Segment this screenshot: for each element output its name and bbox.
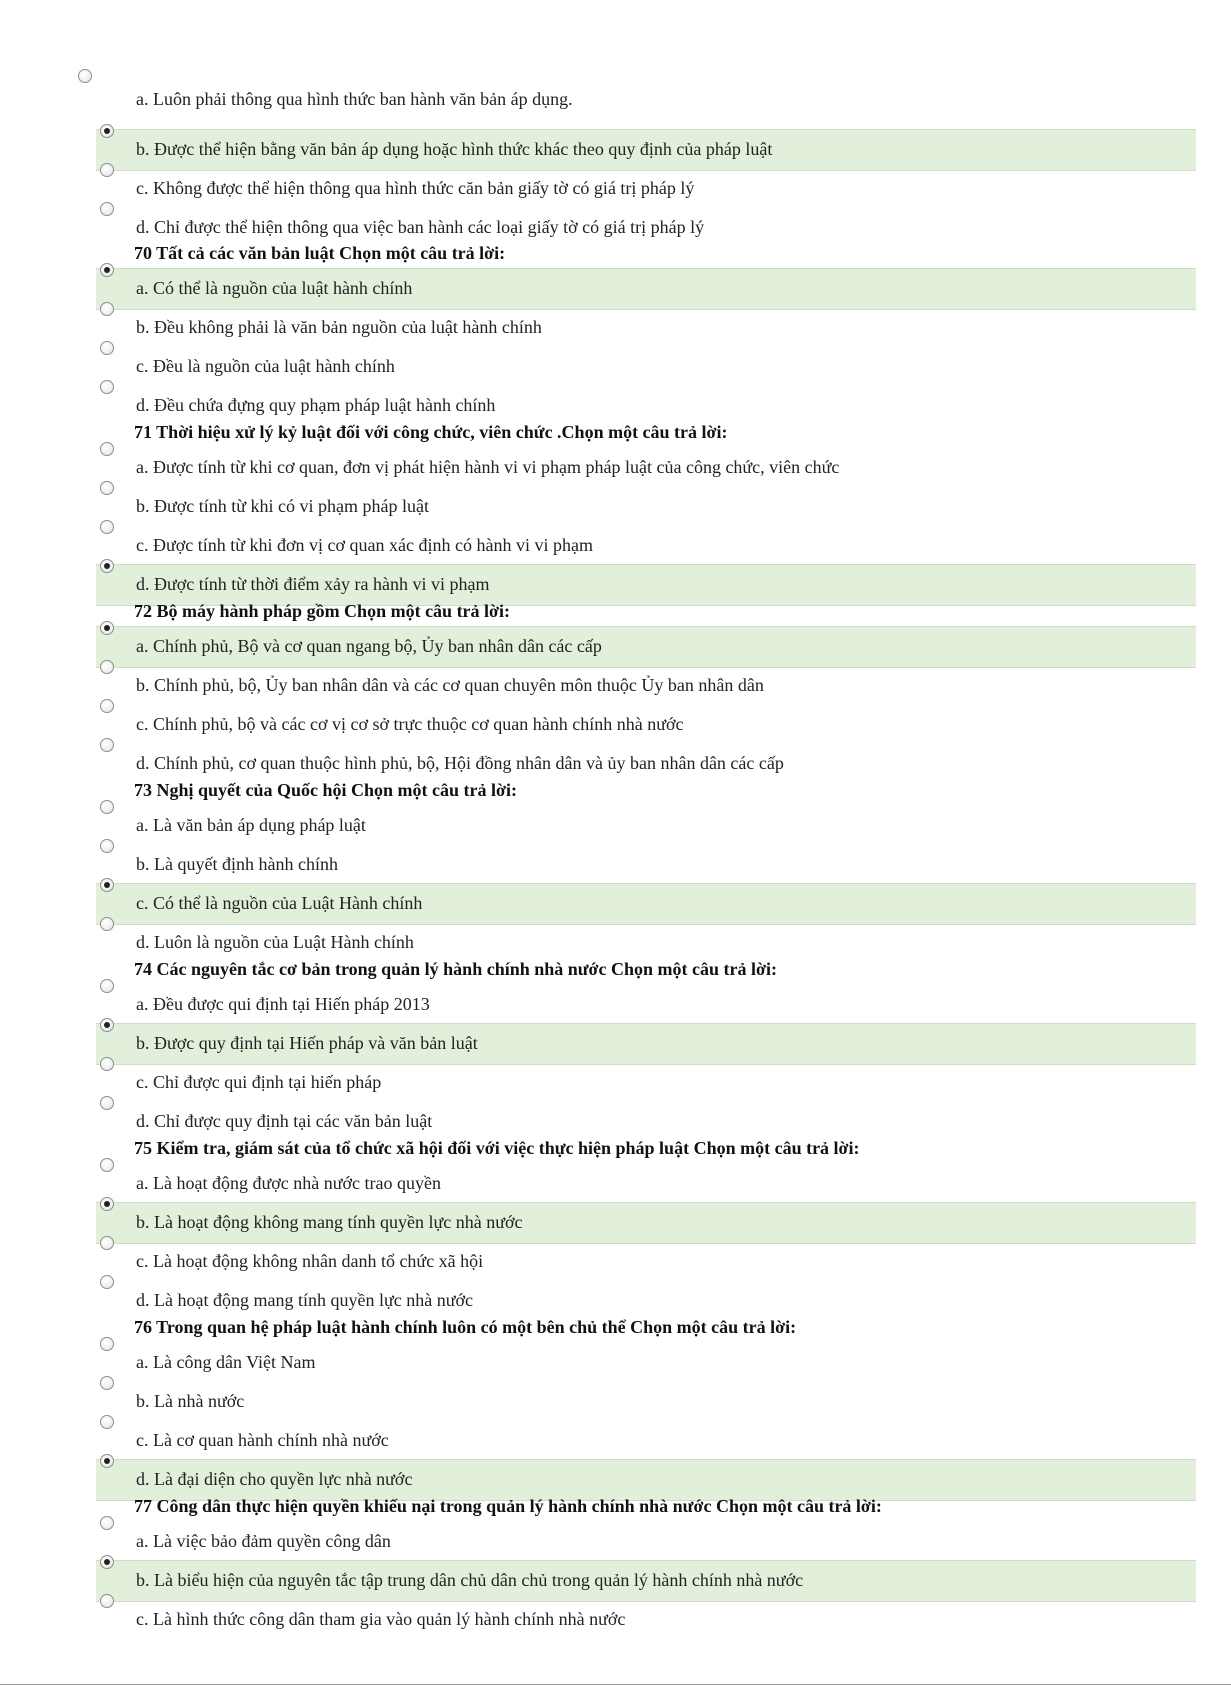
answer-option-text[interactable]: a. Được tính từ khi cơ quan, đơn vị phát hiện hành vi vi phạm pháp luật của công chức, viên chức bbox=[136, 457, 840, 477]
answer-radio-button[interactable] bbox=[100, 263, 114, 277]
answer-radio-button[interactable] bbox=[100, 979, 114, 993]
answer-radio-button[interactable] bbox=[100, 917, 114, 931]
answer-option-row[interactable] bbox=[0, 1420, 1231, 1459]
answer-radio-button[interactable] bbox=[100, 839, 114, 853]
page-divider bbox=[0, 1684, 1231, 1685]
answer-option-row[interactable] bbox=[0, 844, 1231, 883]
answer-radio-button[interactable] bbox=[100, 520, 114, 534]
answer-option-row[interactable] bbox=[0, 129, 1231, 168]
answer-radio-button[interactable] bbox=[100, 699, 114, 713]
answer-radio-button[interactable] bbox=[100, 878, 114, 892]
answer-option-row[interactable] bbox=[0, 626, 1231, 665]
answer-option-row[interactable] bbox=[0, 307, 1231, 346]
answer-option-text[interactable]: d. Là đại diện cho quyền lực nhà nước bbox=[136, 1469, 413, 1489]
answer-radio-button[interactable] bbox=[100, 1594, 114, 1608]
radio-selected-dot bbox=[104, 267, 110, 273]
answer-option-text[interactable]: d. Luôn là nguồn của Luật Hành chính bbox=[136, 932, 414, 952]
answer-option-text[interactable]: c. Có thể là nguồn của Luật Hành chính bbox=[136, 893, 423, 913]
question-heading: 75 Kiểm tra, giám sát của tổ chức xã hội đối với việc thực hiện pháp luật Chọn một câu trả lời: bbox=[134, 1138, 860, 1158]
answer-option-row[interactable] bbox=[0, 743, 1231, 782]
question-heading: 70 Tất cả các văn bản luật Chọn một câu trả lời: bbox=[134, 243, 506, 263]
answer-option-text[interactable]: a. Chính phủ, Bộ và cơ quan ngang bộ, Ủy ban nhân dân các cấp bbox=[136, 636, 602, 656]
answer-option-row[interactable] bbox=[0, 268, 1231, 307]
answer-option-text[interactable]: b. Là nhà nước bbox=[136, 1391, 245, 1411]
question-heading: 76 Trong quan hệ pháp luật hành chính luôn có một bên chủ thể Chọn một câu trả lời: bbox=[134, 1317, 797, 1337]
answer-option-text[interactable]: d. Chỉ được quy định tại các văn bản luật bbox=[136, 1111, 433, 1131]
answer-option-text[interactable]: d. Được tính từ thời điểm xảy ra hành vi vi phạm bbox=[136, 574, 490, 594]
answer-option-row[interactable] bbox=[0, 883, 1231, 922]
answer-option-text[interactable]: a. Có thể là nguồn của luật hành chính bbox=[136, 278, 413, 298]
answer-option-row[interactable] bbox=[0, 346, 1231, 385]
answer-option-row[interactable] bbox=[0, 385, 1231, 424]
answer-option-text[interactable]: c. Chính phủ, bộ và các cơ vị cơ sở trực thuộc cơ quan hành chính nhà nước bbox=[136, 714, 684, 734]
answer-option-row[interactable] bbox=[0, 984, 1231, 1023]
answer-radio-button[interactable] bbox=[100, 202, 114, 216]
radio-selected-dot bbox=[104, 882, 110, 888]
answer-radio-button[interactable] bbox=[100, 124, 114, 138]
answer-option-row[interactable] bbox=[0, 1381, 1231, 1420]
answer-radio-button[interactable] bbox=[100, 1096, 114, 1110]
answer-option-text[interactable]: c. Là hoạt động không nhân danh tổ chức xã hội bbox=[136, 1251, 484, 1271]
answer-option-text[interactable]: a. Là hoạt động được nhà nước trao quyền bbox=[136, 1173, 441, 1193]
answer-option-row[interactable] bbox=[0, 1459, 1231, 1498]
question-heading: 77 Công dân thực hiện quyền khiếu nại trong quản lý hành chính nhà nước Chọn một câu trả lời: bbox=[134, 1496, 882, 1516]
answer-radio-button[interactable] bbox=[100, 559, 114, 573]
answer-option-row[interactable] bbox=[0, 1241, 1231, 1280]
radio-selected-dot bbox=[104, 563, 110, 569]
answer-option-row[interactable] bbox=[0, 1342, 1231, 1381]
answer-radio-button[interactable] bbox=[78, 69, 92, 83]
answer-option-row[interactable] bbox=[0, 665, 1231, 704]
answer-option-row[interactable] bbox=[0, 922, 1231, 961]
answer-radio-button[interactable] bbox=[100, 442, 114, 456]
answer-option-row[interactable] bbox=[0, 1202, 1231, 1241]
answer-radio-button[interactable] bbox=[100, 1057, 114, 1071]
answer-radio-button[interactable] bbox=[100, 1376, 114, 1390]
answer-option-row[interactable] bbox=[0, 805, 1231, 844]
answer-option-row[interactable] bbox=[0, 1599, 1231, 1638]
radio-selected-dot bbox=[104, 1201, 110, 1207]
question-heading: 74 Các nguyên tắc cơ bản trong quản lý hành chính nhà nước Chọn một câu trả lời: bbox=[134, 959, 777, 979]
answer-radio-button[interactable] bbox=[100, 302, 114, 316]
answer-option-text[interactable]: b. Được tính từ khi có vi phạm pháp luật bbox=[136, 496, 429, 516]
answer-option-text[interactable]: a. Đều được qui định tại Hiến pháp 2013 bbox=[136, 994, 430, 1014]
answer-option-text[interactable]: c. Là cơ quan hành chính nhà nước bbox=[136, 1430, 389, 1450]
answer-option-text[interactable]: a. Luôn phải thông qua hình thức ban hành văn bản áp dụng. bbox=[136, 89, 573, 109]
answer-option-text[interactable]: b. Đều không phải là văn bản nguồn của luật hành chính bbox=[136, 317, 542, 337]
answer-option-text[interactable]: c. Được tính từ khi đơn vị cơ quan xác định có hành vi vi phạm bbox=[136, 535, 593, 555]
answer-radio-button[interactable] bbox=[100, 163, 114, 177]
answer-option-row[interactable] bbox=[0, 525, 1231, 564]
answer-option-row[interactable] bbox=[0, 1062, 1231, 1101]
radio-selected-dot bbox=[104, 128, 110, 134]
answer-radio-button[interactable] bbox=[100, 1415, 114, 1429]
answer-option-text[interactable]: a. Là văn bản áp dụng pháp luật bbox=[136, 815, 366, 835]
answer-radio-button[interactable] bbox=[100, 660, 114, 674]
answer-option-text[interactable]: b. Là biểu hiện của nguyên tắc tập trung dân chủ dân chủ trong quản lý hành chính nhà nước bbox=[136, 1570, 804, 1590]
question-heading: 71 Thời hiệu xử lý kỷ luật đối với công chức, viên chức .Chọn một câu trả lời: bbox=[134, 422, 728, 442]
radio-selected-dot bbox=[104, 625, 110, 631]
radio-selected-dot bbox=[104, 1022, 110, 1028]
radio-selected-dot bbox=[104, 1458, 110, 1464]
answer-radio-button[interactable] bbox=[100, 481, 114, 495]
answer-radio-button[interactable] bbox=[100, 1018, 114, 1032]
answer-radio-button[interactable] bbox=[100, 1236, 114, 1250]
answer-option-text[interactable]: a. Là công dân Việt Nam bbox=[136, 1352, 316, 1372]
answer-option-text[interactable]: b. Được quy định tại Hiến pháp và văn bản luật bbox=[136, 1033, 478, 1053]
answer-option-row[interactable] bbox=[0, 1163, 1231, 1202]
answer-radio-button[interactable] bbox=[100, 800, 114, 814]
answer-option-row[interactable] bbox=[0, 207, 1231, 246]
answer-radio-button[interactable] bbox=[100, 380, 114, 394]
answer-radio-button[interactable] bbox=[100, 341, 114, 355]
answer-option-text[interactable]: d. Là hoạt động mang tính quyền lực nhà nước bbox=[136, 1290, 473, 1310]
radio-selected-dot bbox=[104, 1559, 110, 1565]
answer-option-text[interactable]: b. Là hoạt động không mang tính quyền lực nhà nước bbox=[136, 1212, 523, 1232]
answer-option-row[interactable] bbox=[0, 447, 1231, 486]
answer-radio-button[interactable] bbox=[100, 1158, 114, 1172]
answer-radio-button[interactable] bbox=[100, 1275, 114, 1289]
answer-radio-button[interactable] bbox=[100, 738, 114, 752]
answer-option-row[interactable] bbox=[0, 486, 1231, 525]
answer-radio-button[interactable] bbox=[100, 1337, 114, 1351]
question-heading: 73 Nghị quyết của Quốc hội Chọn một câu trả lời: bbox=[134, 780, 517, 800]
answer-option-row[interactable] bbox=[0, 704, 1231, 743]
answer-option-text[interactable]: b. Là quyết định hành chính bbox=[136, 854, 338, 874]
answer-option-text[interactable]: d. Chính phủ, cơ quan thuộc hình phủ, bộ, Hội đồng nhân dân và ủy ban nhân dân các cấp bbox=[136, 753, 784, 773]
answer-option-text[interactable]: c. Đều là nguồn của luật hành chính bbox=[136, 356, 395, 376]
answer-option-text[interactable]: c. Là hình thức công dân tham gia vào quản lý hành chính nhà nước bbox=[136, 1609, 626, 1629]
answer-radio-button[interactable] bbox=[100, 1555, 114, 1569]
answer-option-row[interactable] bbox=[0, 1560, 1231, 1599]
answer-option-row[interactable] bbox=[0, 79, 1231, 118]
answer-radio-button[interactable] bbox=[100, 621, 114, 635]
answer-radio-button[interactable] bbox=[100, 1516, 114, 1530]
answer-option-row[interactable] bbox=[0, 1101, 1231, 1140]
answer-option-row[interactable] bbox=[0, 1023, 1231, 1062]
question-heading: 72 Bộ máy hành pháp gồm Chọn một câu trả lời: bbox=[134, 601, 511, 621]
answer-option-text[interactable]: b. Chính phủ, bộ, Ủy ban nhân dân và các cơ quan chuyên môn thuộc Ủy ban nhân dân bbox=[136, 675, 764, 695]
answer-radio-button[interactable] bbox=[100, 1454, 114, 1468]
answer-option-row[interactable] bbox=[0, 168, 1231, 207]
answer-option-text[interactable]: d. Đều chứa đựng quy phạm pháp luật hành chính bbox=[136, 395, 496, 415]
answer-option-text[interactable]: a. Là việc bảo đảm quyền công dân bbox=[136, 1531, 391, 1551]
answer-option-text[interactable]: c. Không được thể hiện thông qua hình thức căn bản giấy tờ có giá trị pháp lý bbox=[136, 178, 695, 198]
answer-option-row[interactable] bbox=[0, 564, 1231, 603]
answer-option-text[interactable]: d. Chỉ được thể hiện thông qua việc ban hành các loại giấy tờ có giá trị pháp lý bbox=[136, 217, 705, 237]
answer-option-row[interactable] bbox=[0, 1280, 1231, 1319]
answer-option-text[interactable]: b. Được thể hiện bằng văn bản áp dụng hoặc hình thức khác theo quy định của pháp luật bbox=[136, 139, 773, 159]
answer-option-text[interactable]: c. Chỉ được qui định tại hiến pháp bbox=[136, 1072, 382, 1092]
answer-option-row[interactable] bbox=[0, 1521, 1231, 1560]
answer-radio-button[interactable] bbox=[100, 1197, 114, 1211]
